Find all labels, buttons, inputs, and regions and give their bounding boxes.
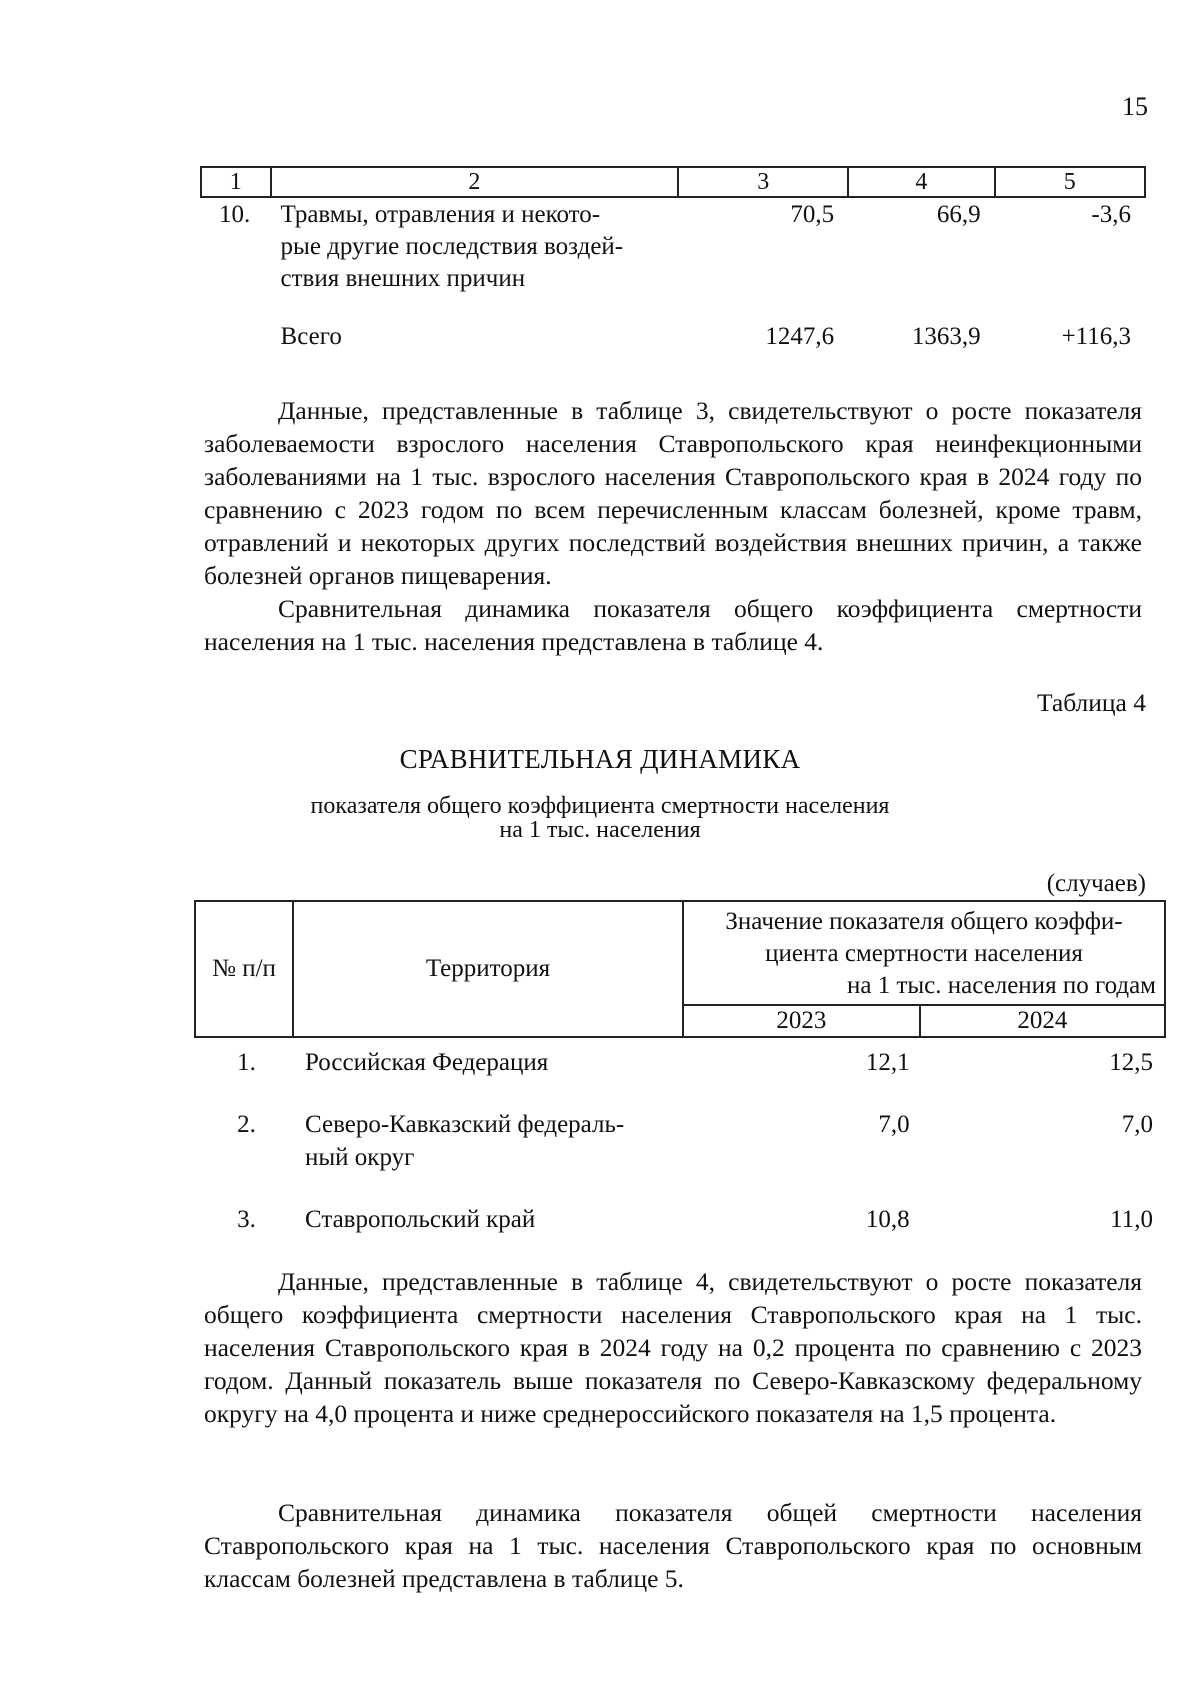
row-number: 3. xyxy=(237,1206,256,1233)
header-value xyxy=(683,901,1165,1005)
row-territory xyxy=(293,1100,683,1175)
row-number: 10. xyxy=(219,201,251,228)
table-4-units: (случаев) xyxy=(1046,870,1146,897)
row-territory xyxy=(293,1037,683,1080)
paragraph: Сравнительная динамика показателя общей смертности населения Ставропольского края на 1 тыс. населения Ставропольского края по основным классам болезней представлена в таблице 5. xyxy=(204,1498,1142,1593)
table-3-header-row xyxy=(201,167,1145,197)
value-2024: 11,0 xyxy=(1110,1206,1153,1233)
table-4-label: Таблица 4 xyxy=(1036,688,1146,717)
header-value-line: Значение показателя общего коэффи- xyxy=(725,908,1123,935)
spacer-row xyxy=(195,1080,1165,1100)
total-2023: 1247,6 xyxy=(765,323,835,350)
value-2024: 7,0 xyxy=(1121,1111,1153,1138)
value-2023: 70,5 xyxy=(790,201,835,228)
row-number: 2. xyxy=(237,1111,256,1138)
table-3-header-cell: 4 xyxy=(848,167,994,197)
row-name-line: Травмы, отравления и некото- xyxy=(280,201,601,228)
paragraph: Данные, представленные в таблице 3, свидетельствуют о росте показателя заболеваемости взрослого населения Ставропольского края неинфекционными заболеваниями на 1 тыс. взрослого населения Ставропольского края в 2024 году по сравнению с 2023 годом по всем перечисленным классам болезней, кроме травм, отравлений и некоторых других последствий воздействия внешних причин, а также болезней органов пищеварения. xyxy=(204,396,1142,590)
total-label: Всего xyxy=(280,323,342,350)
value-2023: 10,8 xyxy=(865,1206,910,1233)
paragraph: Данные, представленные в таблице 4, свидетельствуют о росте показателя общего коэффициента смертности населения Ставропольского края на 1 тыс. населения Ставропольского края в 2024 году на 0,2 процента по сравнению с 2023 годом. Данный показатель выше показателя по Северо-Кавказскому федеральному округу на 4,0 процента и ниже среднероссийского показателя на 1,5 процента. xyxy=(204,1267,1142,1428)
table-row xyxy=(195,1100,1165,1175)
value-2023: 12,1 xyxy=(865,1049,910,1076)
spacer-row xyxy=(201,296,1145,320)
page-number: 15 xyxy=(1122,92,1148,121)
table-3-header-cell: 2 xyxy=(271,167,679,197)
table-row xyxy=(195,1195,1165,1237)
table-4-header-row xyxy=(195,901,1165,1005)
row-name xyxy=(271,197,679,296)
table-row xyxy=(195,1037,1165,1080)
paragraph: Сравнительная динамика показателя общего коэффициента смертности населения на 1 тыс. населения представлена в таблице 4. xyxy=(204,594,1142,656)
value-2024: 66,9 xyxy=(936,201,981,228)
header-year-2024: 2024 xyxy=(920,1005,1165,1037)
table-3-header-cell: 5 xyxy=(995,167,1145,197)
territory-line: Ставропольский край xyxy=(305,1206,536,1233)
header-value-line: на 1 тыс. населения по годам xyxy=(846,972,1156,999)
spacer-row xyxy=(195,1175,1165,1195)
row-territory xyxy=(293,1195,683,1237)
total-diff: +116,3 xyxy=(1061,323,1131,350)
table-3-header-cell: 3 xyxy=(678,167,848,197)
table-4-subtitle-line: показателя общего коэффициента смертности населения xyxy=(310,793,890,819)
table-row xyxy=(201,197,1145,296)
header-num: № п/п xyxy=(195,901,293,1037)
value-2023: 7,0 xyxy=(878,1111,910,1138)
total-2024: 1363,9 xyxy=(911,323,981,350)
row-name-line: рые другие последствия воздей- xyxy=(280,233,624,260)
header-territory: Территория xyxy=(293,901,683,1037)
header-year-2023: 2023 xyxy=(683,1005,920,1037)
territory-line: Российская Федерация xyxy=(305,1049,549,1076)
territory-line: ный округ xyxy=(305,1144,415,1171)
table-4-title: СРАВНИТЕЛЬНАЯ ДИНАМИКА xyxy=(399,744,801,774)
value-diff: -3,6 xyxy=(1091,201,1131,228)
total-row xyxy=(201,320,1145,354)
table-4-subtitle xyxy=(0,794,1200,842)
row-name-line: ствия внешних причин xyxy=(280,265,526,292)
header-value-line: циента смертности населения xyxy=(765,940,1083,967)
table-4-subtitle-line: на 1 тыс. населения xyxy=(499,817,701,843)
value-2024: 12,5 xyxy=(1109,1049,1153,1076)
table-4 xyxy=(194,900,1166,1237)
row-number: 1. xyxy=(237,1049,256,1076)
table-3-continuation xyxy=(200,166,1146,354)
territory-line: Северо-Кавказский федераль- xyxy=(305,1111,625,1138)
table-3-header-cell: 1 xyxy=(201,167,271,197)
